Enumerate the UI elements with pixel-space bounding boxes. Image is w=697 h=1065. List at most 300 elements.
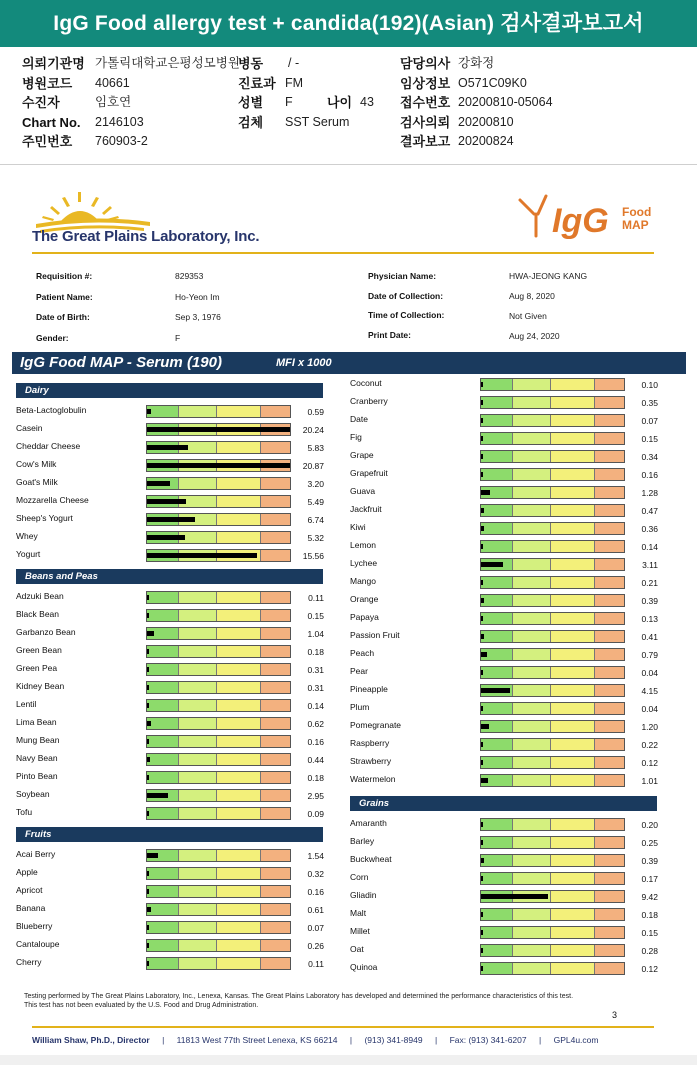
bar-zone-4 bbox=[261, 646, 291, 657]
food-row bbox=[16, 493, 326, 511]
food-level-bar bbox=[480, 702, 625, 715]
bar-zone-2 bbox=[179, 868, 217, 879]
food-row bbox=[16, 511, 326, 529]
field-value: 43 bbox=[360, 95, 374, 109]
field-label: 병동 bbox=[238, 56, 264, 71]
food-row bbox=[16, 805, 326, 823]
bar-zone-3 bbox=[217, 850, 261, 861]
food-level-bar bbox=[480, 396, 625, 409]
report-title-banner: IgG Food allergy test + candida(192)(Asian) 검사결과보고서 bbox=[0, 0, 697, 47]
field-value: 가톨릭대학교은평성모병원 bbox=[95, 56, 240, 70]
bar-zone-3 bbox=[551, 379, 595, 390]
food-value: 0.22 bbox=[641, 740, 658, 750]
food-level-bar bbox=[480, 540, 625, 553]
food-level-bar bbox=[480, 504, 625, 517]
food-value: 0.36 bbox=[641, 524, 658, 534]
field-label: 성별 bbox=[238, 95, 264, 110]
food-value: 9.42 bbox=[641, 892, 658, 902]
food-value: 0.59 bbox=[307, 407, 324, 417]
bar-zone-3 bbox=[217, 532, 261, 543]
bar-zone-2 bbox=[179, 790, 217, 801]
food-level-fill bbox=[481, 778, 488, 783]
food-level-fill bbox=[147, 703, 149, 708]
food-level-bar bbox=[146, 423, 291, 436]
bar-zone-4 bbox=[261, 850, 291, 861]
food-value: 0.35 bbox=[641, 398, 658, 408]
bar-zone-4 bbox=[595, 963, 625, 974]
food-level-bar bbox=[146, 627, 291, 640]
bar-zone-1 bbox=[147, 904, 179, 915]
food-level-bar bbox=[146, 549, 291, 562]
collection-date-value: Aug 8, 2020 bbox=[509, 291, 555, 301]
bar-zone-4 bbox=[595, 927, 625, 938]
bar-zone-1 bbox=[481, 397, 513, 408]
footer-separator: | bbox=[349, 1035, 353, 1045]
bar-zone-2 bbox=[513, 873, 551, 884]
food-level-fill bbox=[481, 742, 483, 747]
bar-zone-2 bbox=[179, 754, 217, 765]
food-level-bar bbox=[146, 405, 291, 418]
food-name: Kiwi bbox=[350, 522, 366, 532]
food-level-bar bbox=[480, 414, 625, 427]
bar-zone-1 bbox=[481, 739, 513, 750]
food-value: 0.16 bbox=[307, 737, 324, 747]
bar-zone-2 bbox=[513, 559, 551, 570]
food-level-fill bbox=[147, 427, 290, 432]
food-level-bar bbox=[480, 432, 625, 445]
bar-zone-1 bbox=[481, 855, 513, 866]
food-level-bar bbox=[146, 867, 291, 880]
bar-zone-4 bbox=[261, 718, 291, 729]
lab-report-page bbox=[0, 166, 697, 1065]
bar-zone-4 bbox=[595, 909, 625, 920]
bar-zone-3 bbox=[217, 610, 261, 621]
food-name: Pineapple bbox=[350, 684, 388, 694]
bar-zone-3 bbox=[217, 592, 261, 603]
food-name: Peach bbox=[350, 648, 375, 658]
food-value: 1.28 bbox=[641, 488, 658, 498]
bar-zone-2 bbox=[513, 613, 551, 624]
bar-zone-3 bbox=[551, 945, 595, 956]
food-name: Watermelon bbox=[350, 774, 396, 784]
food-level-fill bbox=[481, 724, 489, 729]
food-name: Pinto Bean bbox=[16, 771, 58, 781]
lab-address: 11813 West 77th Street Lenexa, KS 66214 bbox=[176, 1035, 338, 1045]
bar-zone-4 bbox=[261, 628, 291, 639]
gender-value: F bbox=[175, 333, 181, 343]
food-level-fill bbox=[481, 490, 490, 495]
food-value: 20.87 bbox=[302, 461, 324, 471]
food-level-fill bbox=[481, 760, 483, 765]
food-level-fill bbox=[481, 436, 483, 441]
food-name: Apricot bbox=[16, 885, 43, 895]
food-level-fill bbox=[147, 409, 151, 414]
food-row bbox=[16, 607, 326, 625]
food-level-bar bbox=[480, 890, 625, 903]
food-value: 0.04 bbox=[641, 704, 658, 714]
food-name: Cherry bbox=[16, 957, 42, 967]
food-level-bar bbox=[480, 378, 625, 391]
bar-zone-1 bbox=[481, 631, 513, 642]
food-value: 0.14 bbox=[307, 701, 324, 711]
food-level-fill bbox=[481, 688, 510, 693]
bar-zone-1 bbox=[147, 592, 179, 603]
food-name: Malt bbox=[350, 908, 367, 918]
food-level-bar bbox=[480, 486, 625, 499]
food-level-fill bbox=[147, 499, 186, 504]
food-row bbox=[16, 733, 326, 751]
food-level-fill bbox=[481, 616, 483, 621]
food-row bbox=[350, 592, 660, 610]
food-level-bar bbox=[146, 939, 291, 952]
bar-zone-3 bbox=[551, 837, 595, 848]
food-level-fill bbox=[147, 757, 150, 762]
bar-zone-3 bbox=[551, 469, 595, 480]
bar-zone-2 bbox=[513, 685, 551, 696]
bar-zone-3 bbox=[217, 958, 261, 969]
food-row bbox=[16, 643, 326, 661]
field-value: 760903-2 bbox=[95, 134, 148, 148]
bar-zone-1 bbox=[481, 523, 513, 534]
food-level-fill bbox=[147, 517, 195, 522]
food-name: Green Pea bbox=[16, 663, 58, 673]
food-level-fill bbox=[147, 721, 151, 726]
requisition-value: 829353 bbox=[175, 271, 204, 281]
bar-zone-4 bbox=[595, 397, 625, 408]
food-level-bar bbox=[480, 854, 625, 867]
logo-food-text: Food bbox=[622, 205, 652, 219]
bar-zone-4 bbox=[595, 379, 625, 390]
bar-zone-3 bbox=[217, 886, 261, 897]
bar-zone-2 bbox=[513, 927, 551, 938]
field-value: / - bbox=[288, 56, 300, 70]
bar-zone-3 bbox=[551, 757, 595, 768]
bar-zone-3 bbox=[217, 754, 261, 765]
food-row bbox=[350, 484, 660, 502]
bar-zone-4 bbox=[595, 559, 625, 570]
food-name: Orange bbox=[350, 594, 379, 604]
food-level-bar bbox=[146, 477, 291, 490]
food-name: Cranberry bbox=[350, 396, 388, 406]
food-value: 0.41 bbox=[641, 632, 658, 642]
food-value: 0.15 bbox=[641, 434, 658, 444]
bar-zone-4 bbox=[261, 868, 291, 879]
bar-zone-2 bbox=[513, 837, 551, 848]
field-label: 나이 bbox=[327, 95, 353, 110]
food-value: 0.10 bbox=[641, 380, 658, 390]
lab-website-link[interactable]: GPL4u.com bbox=[553, 1035, 599, 1045]
bar-zone-4 bbox=[595, 667, 625, 678]
food-level-bar bbox=[146, 807, 291, 820]
food-level-bar bbox=[146, 957, 291, 970]
food-name: Strawberry bbox=[350, 756, 392, 766]
food-name: Millet bbox=[350, 926, 370, 936]
food-row bbox=[16, 865, 326, 883]
bar-zone-1 bbox=[147, 772, 179, 783]
bar-zone-2 bbox=[179, 772, 217, 783]
food-value: 0.25 bbox=[641, 838, 658, 848]
bar-zone-3 bbox=[217, 736, 261, 747]
bar-zone-3 bbox=[551, 415, 595, 426]
food-level-fill bbox=[481, 472, 483, 477]
food-row bbox=[16, 547, 326, 565]
food-name: Tofu bbox=[16, 807, 33, 817]
food-name: Lychee bbox=[350, 558, 378, 568]
food-name: Raspberry bbox=[350, 738, 390, 748]
food-name: Casein bbox=[16, 423, 43, 433]
field-value: FM bbox=[285, 76, 304, 90]
food-value: 0.11 bbox=[308, 593, 324, 603]
section-header-dairy: Dairy bbox=[16, 383, 323, 398]
director-name: William Shaw, Ph.D., Director bbox=[32, 1035, 150, 1045]
food-row bbox=[350, 610, 660, 628]
food-name: Pear bbox=[350, 666, 368, 676]
bar-zone-4 bbox=[261, 790, 291, 801]
bar-zone-3 bbox=[217, 496, 261, 507]
bar-zone-4 bbox=[261, 958, 291, 969]
food-row bbox=[350, 888, 660, 906]
bar-zone-2 bbox=[513, 739, 551, 750]
bar-zone-1 bbox=[147, 736, 179, 747]
bar-zone-1 bbox=[481, 945, 513, 956]
bar-zone-1 bbox=[481, 667, 513, 678]
bar-zone-2 bbox=[513, 523, 551, 534]
food-name: Adzuki Bean bbox=[16, 591, 64, 601]
bar-zone-3 bbox=[551, 433, 595, 444]
bar-zone-1 bbox=[147, 610, 179, 621]
bar-zone-4 bbox=[261, 610, 291, 621]
food-value: 0.32 bbox=[307, 869, 324, 879]
bar-zone-1 bbox=[481, 703, 513, 714]
food-name: Banana bbox=[16, 903, 46, 913]
food-value: 0.16 bbox=[307, 887, 324, 897]
food-value: 6.74 bbox=[307, 515, 324, 525]
food-name: Plum bbox=[350, 702, 370, 712]
page-number: 3 bbox=[612, 1010, 618, 1020]
bar-zone-1 bbox=[147, 682, 179, 693]
food-name: Acai Berry bbox=[16, 849, 56, 859]
bar-zone-4 bbox=[595, 649, 625, 660]
bar-zone-3 bbox=[551, 855, 595, 866]
bar-zone-2 bbox=[179, 406, 217, 417]
food-name: Mozzarella Cheese bbox=[16, 495, 89, 505]
bar-zone-1 bbox=[147, 958, 179, 969]
food-level-fill bbox=[481, 418, 483, 423]
food-row bbox=[350, 412, 660, 430]
bar-zone-3 bbox=[551, 721, 595, 732]
food-value: 0.61 bbox=[307, 905, 324, 915]
bar-zone-2 bbox=[513, 541, 551, 552]
bar-zone-3 bbox=[217, 700, 261, 711]
food-level-fill bbox=[147, 853, 158, 858]
bar-zone-2 bbox=[179, 592, 217, 603]
food-level-bar bbox=[480, 576, 625, 589]
bar-zone-4 bbox=[261, 904, 291, 915]
bar-zone-2 bbox=[513, 667, 551, 678]
food-level-fill bbox=[481, 930, 483, 935]
food-row bbox=[350, 754, 660, 772]
bar-zone-4 bbox=[595, 873, 625, 884]
food-map-title-bar bbox=[12, 352, 686, 374]
food-level-fill bbox=[481, 858, 484, 863]
collection-date-label: Date of Collection: bbox=[368, 291, 444, 301]
bar-zone-1 bbox=[147, 664, 179, 675]
bar-zone-3 bbox=[551, 891, 595, 902]
food-level-fill bbox=[481, 562, 503, 567]
food-value: 3.20 bbox=[307, 479, 324, 489]
field-label: 의뢰기관명 bbox=[22, 56, 85, 71]
food-level-bar bbox=[146, 513, 291, 526]
section-header-beans-and-peas: Beans and Peas bbox=[16, 569, 323, 584]
food-level-fill bbox=[147, 739, 149, 744]
food-row bbox=[16, 937, 326, 955]
bar-zone-3 bbox=[551, 649, 595, 660]
bar-zone-4 bbox=[595, 837, 625, 848]
food-level-fill bbox=[147, 811, 149, 816]
food-value: 0.15 bbox=[641, 928, 658, 938]
field-value: 강화정 bbox=[458, 56, 495, 70]
food-level-fill bbox=[481, 526, 484, 531]
food-row bbox=[16, 625, 326, 643]
food-row bbox=[350, 574, 660, 592]
bar-zone-4 bbox=[261, 442, 291, 453]
bar-zone-4 bbox=[595, 891, 625, 902]
food-level-bar bbox=[480, 738, 625, 751]
bar-zone-3 bbox=[551, 505, 595, 516]
food-value: 0.04 bbox=[641, 668, 658, 678]
food-row bbox=[16, 769, 326, 787]
bar-zone-1 bbox=[147, 646, 179, 657]
bar-zone-2 bbox=[513, 595, 551, 606]
food-level-bar bbox=[480, 926, 625, 939]
bar-zone-3 bbox=[217, 868, 261, 879]
header-divider bbox=[32, 252, 654, 254]
food-row bbox=[350, 852, 660, 870]
igg-food-map-logo-icon bbox=[512, 192, 662, 248]
bar-zone-2 bbox=[513, 963, 551, 974]
food-name: Lentil bbox=[16, 699, 37, 709]
bar-zone-3 bbox=[217, 442, 261, 453]
bar-zone-4 bbox=[595, 577, 625, 588]
food-level-fill bbox=[481, 382, 483, 387]
field-value: 20200810 bbox=[458, 115, 514, 129]
bar-zone-4 bbox=[595, 757, 625, 768]
collection-time-label: Time of Collection: bbox=[368, 310, 445, 320]
collection-time-value: Not Given bbox=[509, 311, 547, 321]
food-level-bar bbox=[146, 753, 291, 766]
field-label: 진료과 bbox=[238, 76, 276, 91]
food-value: 0.18 bbox=[307, 773, 324, 783]
food-value: 5.49 bbox=[307, 497, 324, 507]
bar-zone-4 bbox=[261, 922, 291, 933]
bar-zone-1 bbox=[481, 613, 513, 624]
bar-zone-3 bbox=[551, 577, 595, 588]
food-level-bar bbox=[480, 468, 625, 481]
food-value: 15.56 bbox=[302, 551, 324, 561]
food-row bbox=[350, 682, 660, 700]
bar-zone-1 bbox=[481, 963, 513, 974]
food-name: Mung Bean bbox=[16, 735, 60, 745]
bar-zone-1 bbox=[481, 909, 513, 920]
bar-zone-1 bbox=[147, 808, 179, 819]
food-level-fill bbox=[147, 445, 188, 450]
food-value: 0.34 bbox=[641, 452, 658, 462]
food-name: Corn bbox=[350, 872, 369, 882]
food-row bbox=[16, 679, 326, 697]
food-level-bar bbox=[146, 663, 291, 676]
food-row bbox=[350, 834, 660, 852]
food-row bbox=[350, 924, 660, 942]
bar-zone-3 bbox=[551, 397, 595, 408]
food-row bbox=[16, 439, 326, 457]
food-level-bar bbox=[146, 849, 291, 862]
bar-zone-3 bbox=[551, 963, 595, 974]
food-level-bar bbox=[480, 684, 625, 697]
food-value: 0.15 bbox=[307, 611, 324, 621]
bar-zone-3 bbox=[551, 685, 595, 696]
field-value: 임호연 bbox=[95, 95, 132, 109]
food-level-bar bbox=[146, 921, 291, 934]
food-value: 1.54 bbox=[307, 851, 324, 861]
food-row bbox=[350, 942, 660, 960]
food-name: Amaranth bbox=[350, 818, 387, 828]
food-level-bar bbox=[480, 450, 625, 463]
bar-zone-3 bbox=[551, 775, 595, 786]
bar-zone-3 bbox=[551, 873, 595, 884]
food-level-fill bbox=[481, 508, 484, 513]
food-value: 0.20 bbox=[641, 820, 658, 830]
bar-zone-4 bbox=[595, 855, 625, 866]
bar-zone-1 bbox=[147, 886, 179, 897]
food-row bbox=[16, 847, 326, 865]
food-level-bar bbox=[480, 818, 625, 831]
bar-zone-3 bbox=[217, 922, 261, 933]
footer-separator: | bbox=[434, 1035, 438, 1045]
field-value: 20200824 bbox=[458, 134, 514, 148]
bar-zone-2 bbox=[513, 909, 551, 920]
bar-zone-4 bbox=[595, 775, 625, 786]
bar-zone-3 bbox=[551, 909, 595, 920]
food-value: 0.16 bbox=[641, 470, 658, 480]
bar-zone-4 bbox=[261, 478, 291, 489]
food-row bbox=[350, 736, 660, 754]
field-label: 접수번호 bbox=[400, 95, 451, 110]
food-name: Gliadin bbox=[350, 890, 377, 900]
food-level-fill bbox=[147, 907, 151, 912]
food-value: 0.14 bbox=[641, 542, 658, 552]
bar-zone-1 bbox=[147, 718, 179, 729]
bar-zone-2 bbox=[513, 819, 551, 830]
food-row bbox=[16, 475, 326, 493]
bar-zone-3 bbox=[551, 487, 595, 498]
bar-zone-1 bbox=[481, 873, 513, 884]
field-label: 검사의뢰 bbox=[400, 115, 451, 130]
food-level-fill bbox=[147, 961, 149, 966]
bar-zone-3 bbox=[217, 718, 261, 729]
food-row bbox=[350, 538, 660, 556]
food-level-fill bbox=[147, 553, 257, 558]
food-name: Whey bbox=[16, 531, 38, 541]
food-name: Quinoa bbox=[350, 962, 378, 972]
food-level-fill bbox=[481, 634, 484, 639]
bar-zone-1 bbox=[147, 700, 179, 711]
food-level-bar bbox=[146, 459, 291, 472]
bar-zone-4 bbox=[261, 772, 291, 783]
field-label: 병원코드 bbox=[22, 76, 73, 91]
patient-name-label: Patient Name: bbox=[36, 292, 93, 302]
bar-zone-4 bbox=[261, 754, 291, 765]
bar-zone-4 bbox=[595, 945, 625, 956]
